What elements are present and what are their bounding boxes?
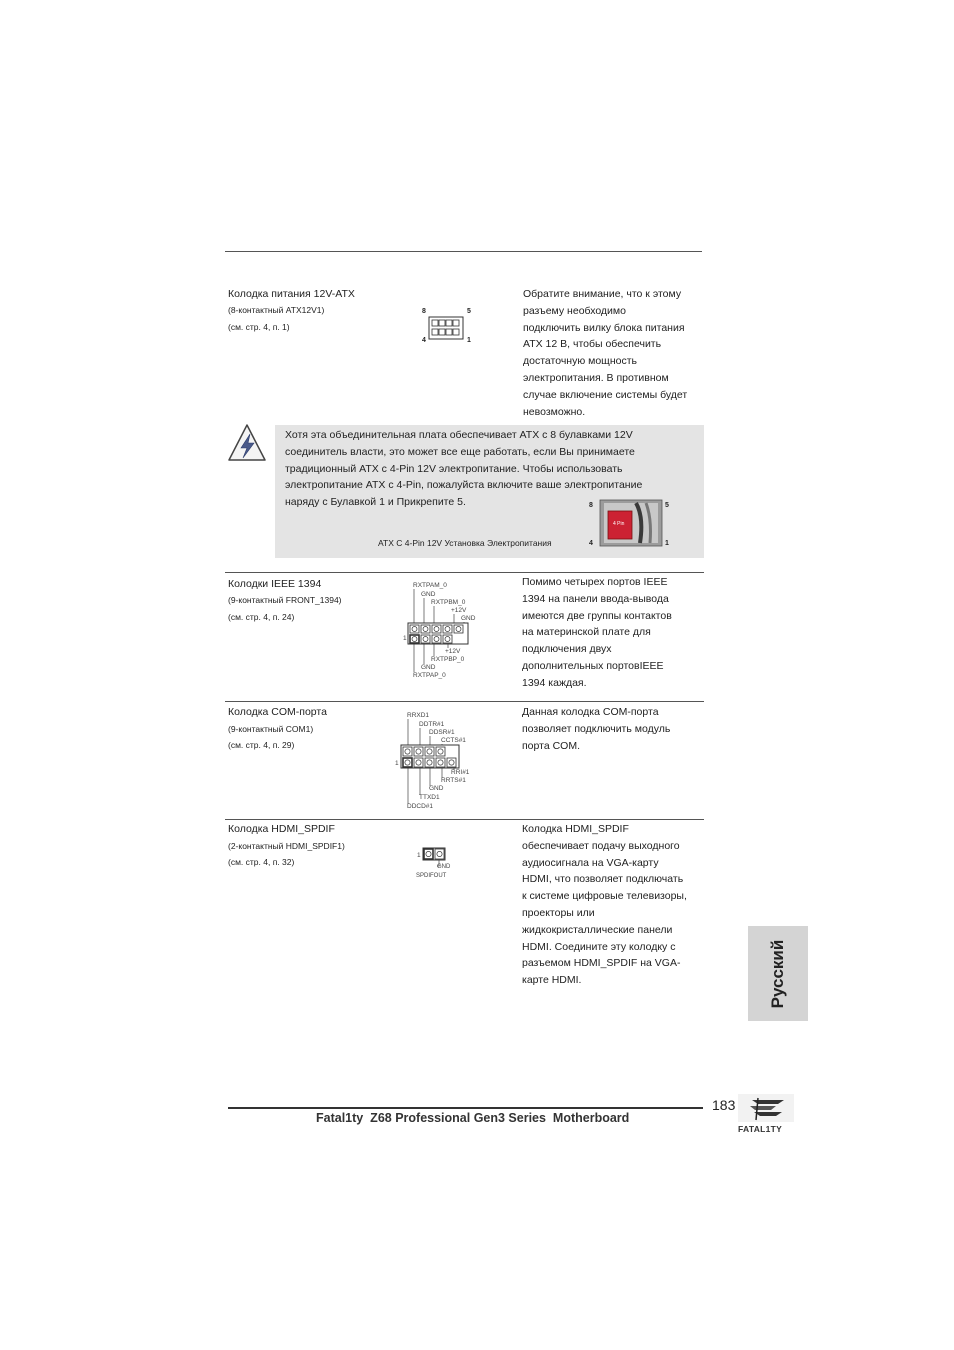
atx12v-desc-line: разъему необходимо bbox=[523, 304, 626, 317]
hdmi-sub1: (2-контактный HDMI_SPDIF1) bbox=[228, 841, 345, 851]
com-label-ddtr1: DDTR#1 bbox=[419, 721, 445, 728]
ieee1394-label-rxtpbp0: RXTPBP_0 bbox=[431, 656, 465, 663]
note-line: соединитель власти, это может все еще работать, если Вы принимаете bbox=[285, 445, 635, 458]
com-title: Колодка COM-порта bbox=[228, 706, 327, 718]
hdmi-label-gnd: GND bbox=[437, 864, 451, 870]
atx12v-pin-4: 4 bbox=[422, 337, 426, 344]
ieee1394-desc-line: Помимо четырех портов IEEE bbox=[522, 576, 668, 588]
section-rule bbox=[225, 819, 704, 820]
atx12v-desc-line: ATX 12 В, чтобы обеспечить bbox=[523, 338, 662, 351]
atx12v-desc-line: Обратите внимание, что к этому bbox=[523, 288, 682, 300]
ieee1394-label-pin1: 1 bbox=[403, 635, 407, 642]
ieee1394-sub2: (см. стр. 4, п. 24) bbox=[228, 612, 295, 622]
com-sub1: (9-контактный COM1) bbox=[228, 724, 314, 734]
com-sub2: (см. стр. 4, п. 29) bbox=[228, 740, 295, 750]
note-pin-4: 4 bbox=[589, 540, 593, 547]
fatal1ty-logo-text: FATAL1TY bbox=[738, 1124, 783, 1134]
ieee1394-desc-line: подключения двух bbox=[522, 643, 612, 656]
ieee1394-desc-line: дополнительных портовIEEE bbox=[522, 659, 664, 672]
warning-icon bbox=[226, 422, 268, 464]
ieee1394-pin-diagram bbox=[400, 578, 490, 680]
ieee1394-label-gnd-right: GND bbox=[461, 615, 476, 622]
top-rule bbox=[225, 251, 702, 252]
footer-rule bbox=[228, 1107, 703, 1109]
com-label-ddsr1: DDSR#1 bbox=[429, 729, 455, 736]
ieee1394-label-gnd-top: GND bbox=[421, 591, 436, 598]
note-line: электропитание ATX с 4-Pin, пожалуйста включите ваше электропитание bbox=[285, 479, 643, 492]
ieee1394-title: Колодки IEEE 1394 bbox=[228, 578, 322, 590]
com-label-rrxd1: RRXD1 bbox=[407, 712, 430, 719]
note-line: наряду с Булавкой 1 и Прикрепите 5. bbox=[285, 496, 466, 509]
atx12v-title: Колодка питания 12V-ATX bbox=[228, 288, 355, 300]
note-line: Хотя эта объединительная плата обеспечивает ATX с 8 булавками 12V bbox=[285, 429, 633, 441]
note-pin-1: 1 bbox=[665, 540, 669, 547]
hdmi-description bbox=[522, 821, 704, 989]
hdmi-desc-line: HDMI. Соедините эту колодку с bbox=[522, 940, 676, 953]
ieee1394-description bbox=[522, 574, 704, 692]
ieee1394-label-rxtpap0: RXTPAP_0 bbox=[413, 672, 446, 679]
ieee1394-label-12v-bottom: +12V bbox=[445, 648, 461, 655]
ieee1394-desc-line: имеются две группы контактов bbox=[522, 609, 672, 622]
atx12v-desc-line: невозможно. bbox=[523, 405, 586, 418]
language-tab-label: Русский bbox=[768, 939, 787, 1008]
fatal1ty-logo bbox=[738, 1094, 794, 1136]
com-label-ccts1: CCTS#1 bbox=[441, 737, 466, 744]
section-rule bbox=[225, 572, 704, 573]
atx12v-pin-1: 1 bbox=[467, 337, 471, 344]
atx12v-desc-line: достаточную мощность bbox=[523, 355, 637, 368]
note-photo-label: 4 Pin bbox=[613, 521, 625, 527]
hdmi-desc-line: к системе цифровые телевизоры, bbox=[522, 890, 687, 903]
hdmi-sub2: (см. стр. 4, п. 32) bbox=[228, 857, 295, 867]
section-rule bbox=[225, 701, 704, 702]
note-line: традиционный ATX с 4-Pin 12V электропитание. Чтобы использовать bbox=[285, 462, 623, 475]
atx12v-pin-5: 5 bbox=[467, 308, 471, 315]
ieee1394-desc-line: на материнской плате для bbox=[522, 626, 651, 639]
hdmi-desc-line: Колодка HDMI_SPDIF bbox=[522, 823, 629, 835]
note-pin-5: 5 bbox=[665, 502, 669, 509]
hdmi-desc-line: карте HDMI. bbox=[522, 974, 582, 987]
com-desc-line: порта COM. bbox=[522, 739, 580, 752]
com-label-gnd: GND bbox=[429, 785, 444, 792]
com-label-pin1: 1 bbox=[395, 760, 399, 767]
ieee1394-label-12v-top: +12V bbox=[451, 607, 467, 614]
com-label-ddcd1: DDCD#1 bbox=[407, 803, 434, 810]
ieee1394-desc-line: 1394 на панели ввода-вывода bbox=[522, 592, 669, 605]
com-description bbox=[522, 704, 704, 754]
ieee1394-sub1: (9-контактный FRONT_1394) bbox=[228, 595, 342, 605]
note-pin-8: 8 bbox=[589, 502, 593, 509]
atx12v-sub2: (см. стр. 4, п. 1) bbox=[228, 322, 290, 332]
atx12v-connector-diagram bbox=[418, 304, 478, 346]
com-label-ttxd1: TTXD1 bbox=[419, 794, 440, 801]
ieee1394-label-gnd-bottom: GND bbox=[421, 664, 436, 671]
atx12v-pin-8: 8 bbox=[422, 308, 426, 315]
footer-title: Fatal1ty Z68 Professional Gen3 Series Motherboard bbox=[316, 1111, 630, 1125]
note-connector-photo bbox=[586, 497, 674, 551]
hdmi-label-spdifout: SPDIFOUT bbox=[416, 873, 447, 879]
com-label-rrts1: RRTS#1 bbox=[441, 777, 466, 784]
atx12v-desc-line: подключить вилку блока питания bbox=[523, 321, 685, 334]
hdmi-desc-line: HDMI, что позволяет подключать bbox=[522, 873, 684, 886]
ieee1394-label-rxtpbm0: RXTPBM_0 bbox=[431, 599, 466, 606]
page-number: 183 bbox=[712, 1097, 736, 1113]
hdmi-pin-diagram bbox=[414, 845, 458, 881]
com-pin-diagram bbox=[392, 708, 482, 812]
com-desc-line: Данная колодка COM-порта bbox=[522, 706, 659, 718]
ieee1394-desc-line: 1394 каждая. bbox=[522, 676, 587, 689]
atx12v-desc-line: электропитания. В противном bbox=[523, 371, 669, 384]
language-side-tab bbox=[748, 926, 808, 1021]
com-label-rri1: RRI#1 bbox=[451, 769, 470, 776]
hdmi-label-pin1: 1 bbox=[417, 852, 421, 859]
com-desc-line: позволяет подключить модуль bbox=[522, 722, 671, 735]
atx12v-description bbox=[523, 286, 705, 420]
note-caption: ATX С 4-Pin 12V Установка Электропитания bbox=[378, 538, 552, 548]
hdmi-desc-line: обеспечивает подачу выходного bbox=[522, 839, 680, 852]
hdmi-title: Колодка HDMI_SPDIF bbox=[228, 823, 335, 835]
atx12v-desc-line: случае включение системы будет bbox=[523, 388, 688, 401]
hdmi-desc-line: разъемом HDMI_SPDIF на VGA- bbox=[522, 957, 681, 970]
hdmi-desc-line: проекторы или bbox=[522, 906, 595, 919]
atx12v-sub1: (8-контактный ATX12V1) bbox=[228, 305, 325, 315]
hdmi-desc-line: жидкокристаллические панели bbox=[522, 923, 673, 936]
hdmi-desc-line: аудиосигнала на VGA-карту bbox=[522, 856, 659, 869]
ieee1394-label-rxtpam0: RXTPAM_0 bbox=[413, 582, 447, 589]
